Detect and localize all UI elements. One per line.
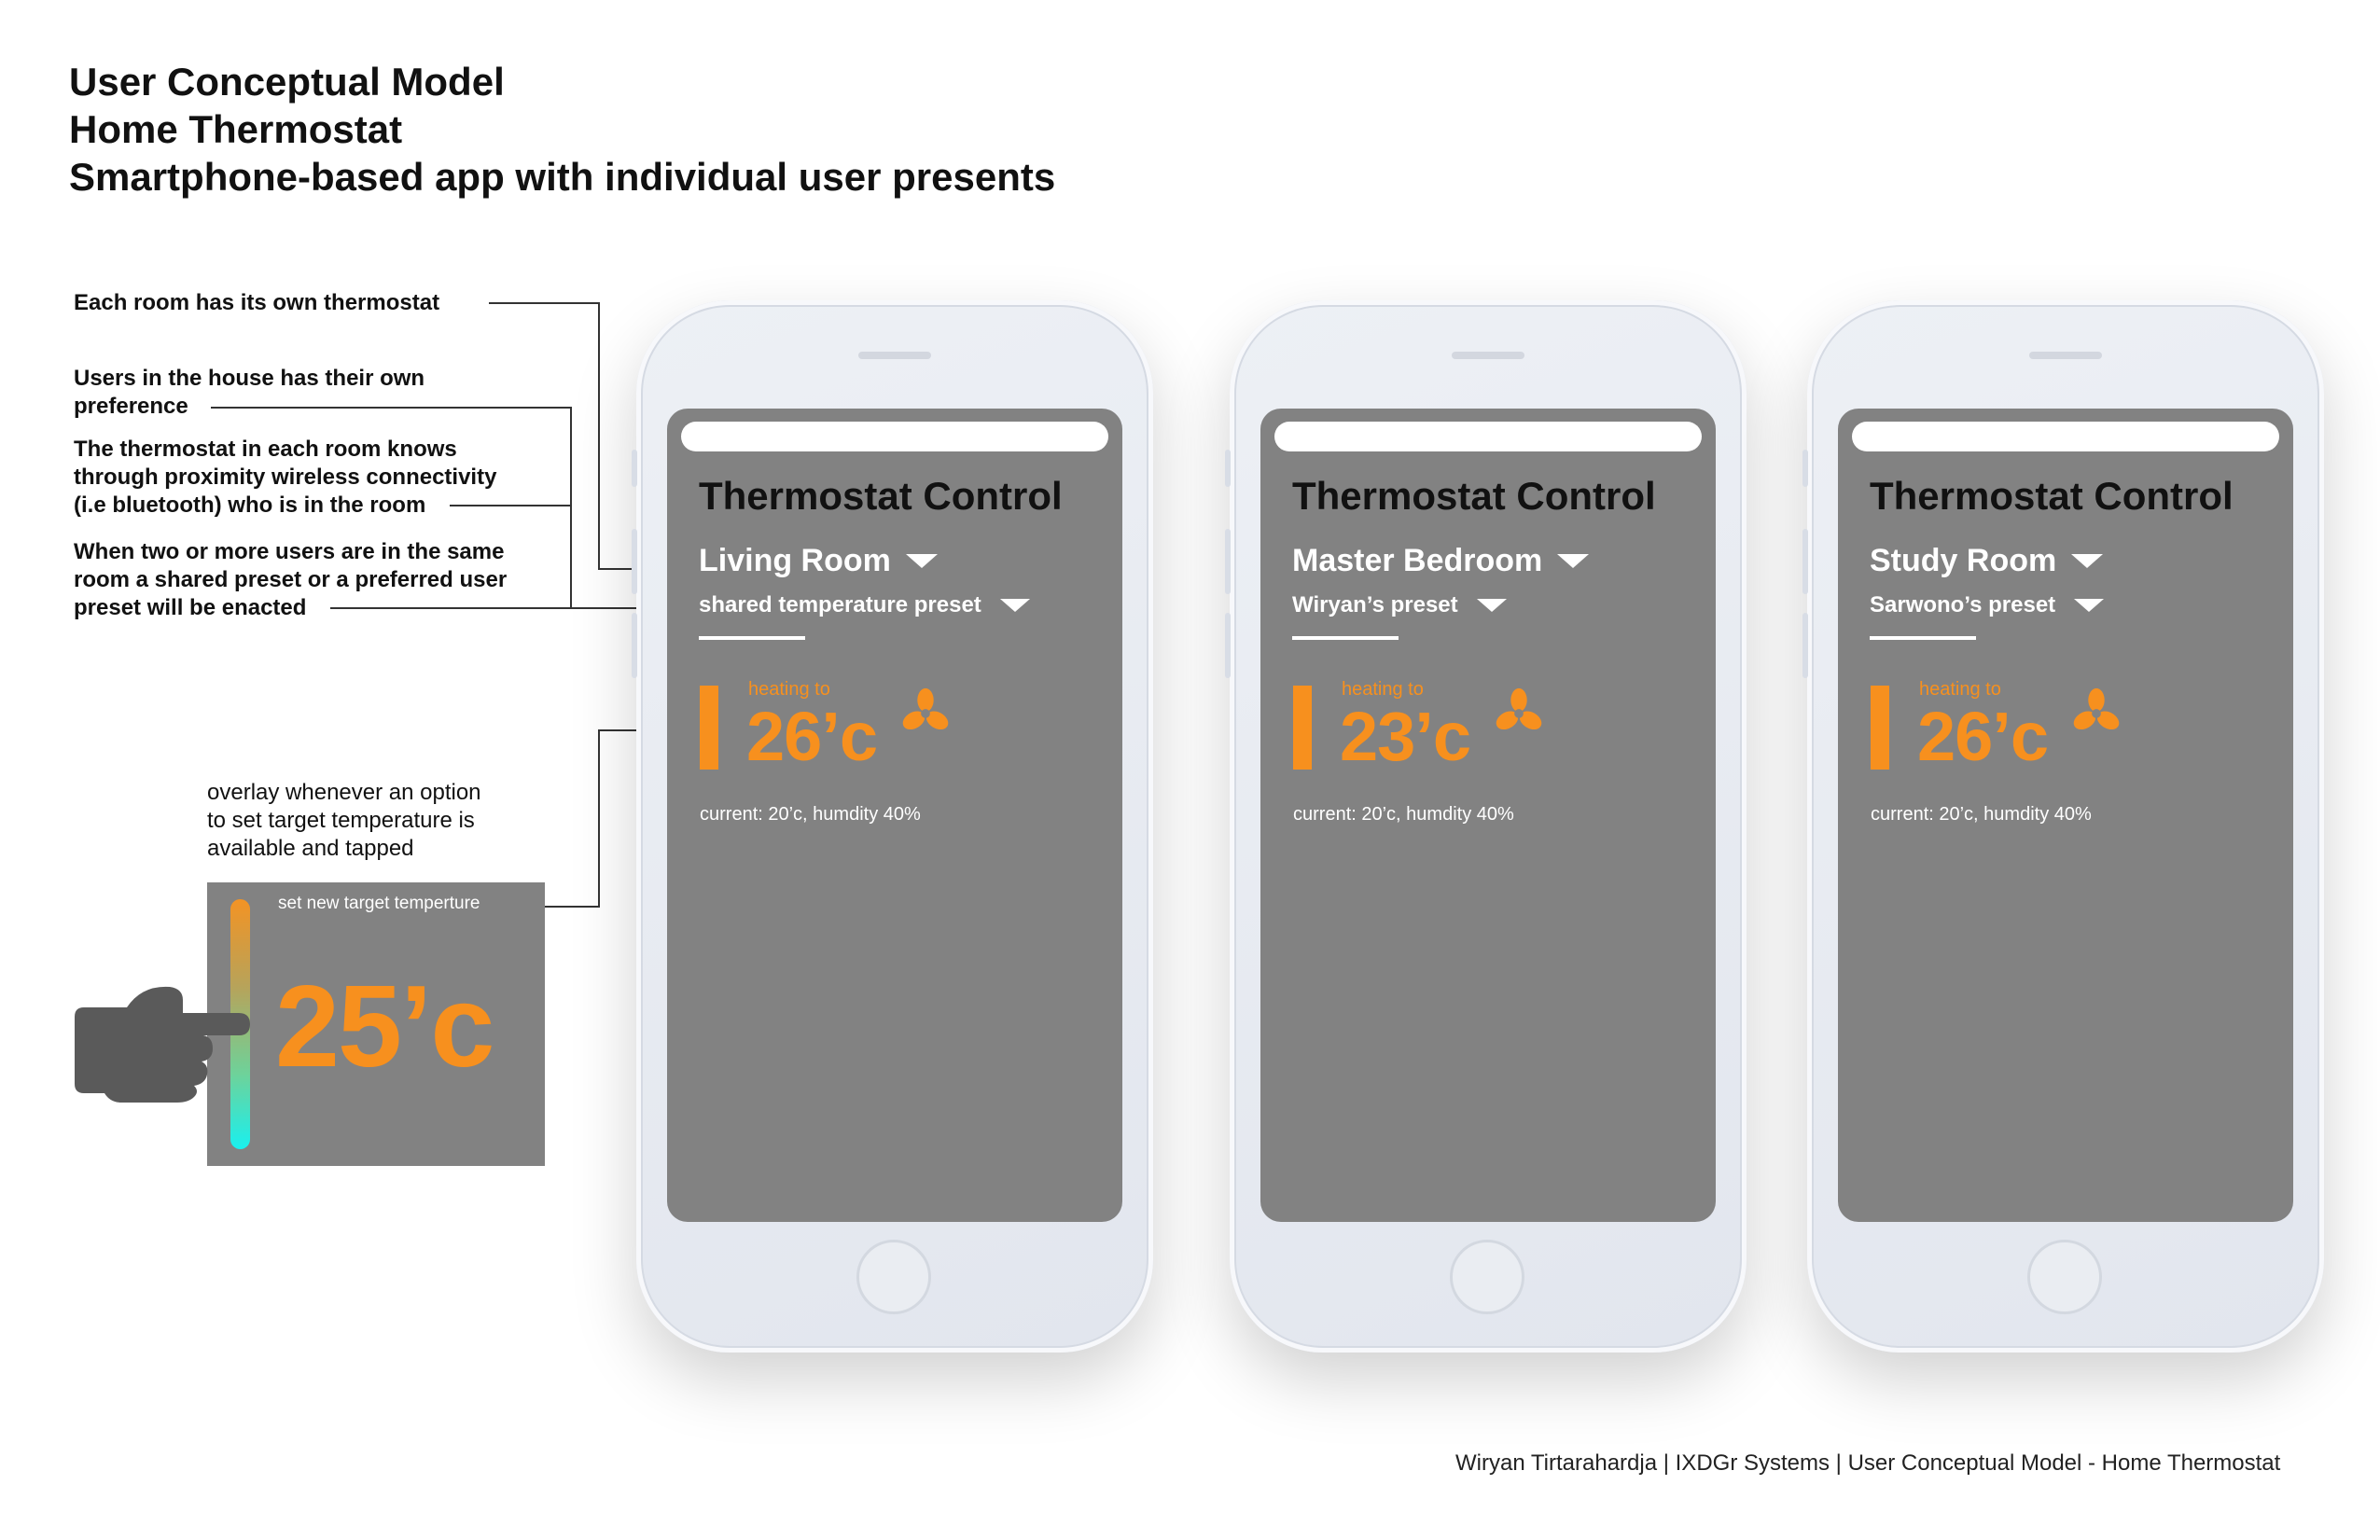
overlay-caption-line-2: to set target temperature is bbox=[207, 808, 475, 833]
chevron-down-icon bbox=[2074, 599, 2104, 612]
title-line-2: Home Thermostat bbox=[69, 107, 403, 151]
target-temperature-overlay bbox=[207, 882, 545, 1166]
heating-label: heating to bbox=[1919, 679, 2001, 700]
phone-volume-down-button bbox=[1802, 613, 1808, 678]
room-name: Living Room bbox=[699, 543, 891, 578]
phone-screen bbox=[667, 409, 1122, 1222]
room-dropdown[interactable] bbox=[699, 543, 938, 579]
fan-icon bbox=[898, 687, 953, 741]
pointing-hand-icon bbox=[73, 981, 250, 1103]
preset-underline bbox=[1870, 636, 1976, 640]
chevron-down-icon bbox=[2071, 554, 2103, 568]
phone-volume-up-button bbox=[632, 529, 637, 594]
chevron-down-icon bbox=[1557, 554, 1589, 568]
phone-volume-down-button bbox=[632, 613, 637, 678]
app-title: Thermostat Control bbox=[699, 474, 1063, 518]
home-button[interactable] bbox=[1450, 1240, 1524, 1314]
diagram-title bbox=[69, 58, 1055, 201]
heating-indicator-bar bbox=[1293, 686, 1312, 770]
phone-speaker bbox=[858, 352, 931, 359]
overlay-label: set new target temperture bbox=[278, 894, 480, 913]
annotation-users-preference-2: preference bbox=[74, 394, 188, 419]
overlay-caption bbox=[207, 779, 481, 863]
home-button[interactable] bbox=[2027, 1240, 2102, 1314]
phone-screen bbox=[1838, 409, 2293, 1222]
phone-living-room bbox=[636, 300, 1153, 1353]
annotation-proximity-1: The thermostat in each room knows bbox=[74, 437, 457, 462]
target-temperature[interactable]: 26’c bbox=[1917, 698, 2049, 775]
annotation-room-thermostat: Each room has its own thermostat bbox=[74, 290, 440, 315]
phone-speaker bbox=[2029, 352, 2102, 359]
home-button[interactable] bbox=[856, 1240, 931, 1314]
current-conditions: current: 20’c, humdity 40% bbox=[700, 804, 921, 825]
annotation-shared-2: room a shared preset or a preferred user bbox=[74, 567, 508, 592]
preset-dropdown[interactable] bbox=[699, 592, 1030, 618]
search-bar[interactable] bbox=[1274, 422, 1702, 451]
annotation-proximity-3: (i.e bluetooth) who is in the room bbox=[74, 493, 426, 518]
preset-name: Wiryan’s preset bbox=[1292, 592, 1458, 617]
preset-underline bbox=[699, 636, 805, 640]
fan-icon bbox=[1492, 687, 1546, 741]
room-name: Master Bedroom bbox=[1292, 543, 1543, 578]
app-title: Thermostat Control bbox=[1292, 474, 1656, 518]
preset-name: shared temperature preset bbox=[699, 592, 981, 617]
target-temperature[interactable]: 26’c bbox=[746, 698, 878, 775]
heating-label: heating to bbox=[1342, 679, 1424, 700]
heating-label: heating to bbox=[748, 679, 830, 700]
app-title: Thermostat Control bbox=[1870, 474, 2234, 518]
room-name: Study Room bbox=[1870, 543, 2057, 578]
overlay-caption-line-3: available and tapped bbox=[207, 836, 414, 861]
phone-volume-up-button bbox=[1802, 529, 1808, 594]
search-bar[interactable] bbox=[681, 422, 1108, 451]
phone-study-room bbox=[1807, 300, 2324, 1353]
preset-underline bbox=[1292, 636, 1399, 640]
target-temperature[interactable]: 23’c bbox=[1340, 698, 1471, 775]
overlay-caption-line-1: overlay whenever an option bbox=[207, 780, 481, 805]
current-conditions: current: 20’c, humdity 40% bbox=[1293, 804, 1514, 825]
phone-screen bbox=[1260, 409, 1716, 1222]
phone-volume-down-button bbox=[1225, 613, 1231, 678]
preset-dropdown[interactable] bbox=[1292, 592, 1507, 618]
current-conditions: current: 20’c, humdity 40% bbox=[1871, 804, 2092, 825]
phone-master-bedroom bbox=[1230, 300, 1747, 1353]
phone-volume-up-button bbox=[1225, 529, 1231, 594]
chevron-down-icon bbox=[1000, 599, 1030, 612]
chevron-down-icon bbox=[1477, 599, 1507, 612]
annotation-shared-1: When two or more users are in the same bbox=[74, 539, 505, 564]
title-line-1: User Conceptual Model bbox=[69, 60, 505, 104]
overlay-target-temperature: 25’c bbox=[275, 963, 494, 1091]
room-dropdown[interactable] bbox=[1292, 543, 1589, 579]
annotation-proximity-2: through proximity wireless connectivity bbox=[74, 465, 497, 490]
search-bar[interactable] bbox=[1852, 422, 2279, 451]
phone-speaker bbox=[1452, 352, 1524, 359]
room-dropdown[interactable] bbox=[1870, 543, 2103, 579]
annotation-shared-3: preset will be enacted bbox=[74, 595, 307, 620]
phone-side-button bbox=[1802, 450, 1808, 487]
heating-indicator-bar bbox=[1871, 686, 1889, 770]
chevron-down-icon bbox=[906, 554, 938, 568]
annotation-users-preference-1: Users in the house has their own bbox=[74, 366, 425, 391]
title-line-3: Smartphone-based app with individual user presents bbox=[69, 155, 1056, 199]
heating-indicator-bar bbox=[700, 686, 718, 770]
footer-credit: Wiryan Tirtarahardja | IXDGr Systems | User Conceptual Model - Home Thermostat bbox=[1455, 1450, 2281, 1476]
preset-name: Sarwono’s preset bbox=[1870, 592, 2056, 617]
preset-dropdown[interactable] bbox=[1870, 592, 2104, 618]
fan-icon bbox=[2069, 687, 2123, 741]
phone-side-button bbox=[1225, 450, 1231, 487]
phone-side-button bbox=[632, 450, 637, 487]
